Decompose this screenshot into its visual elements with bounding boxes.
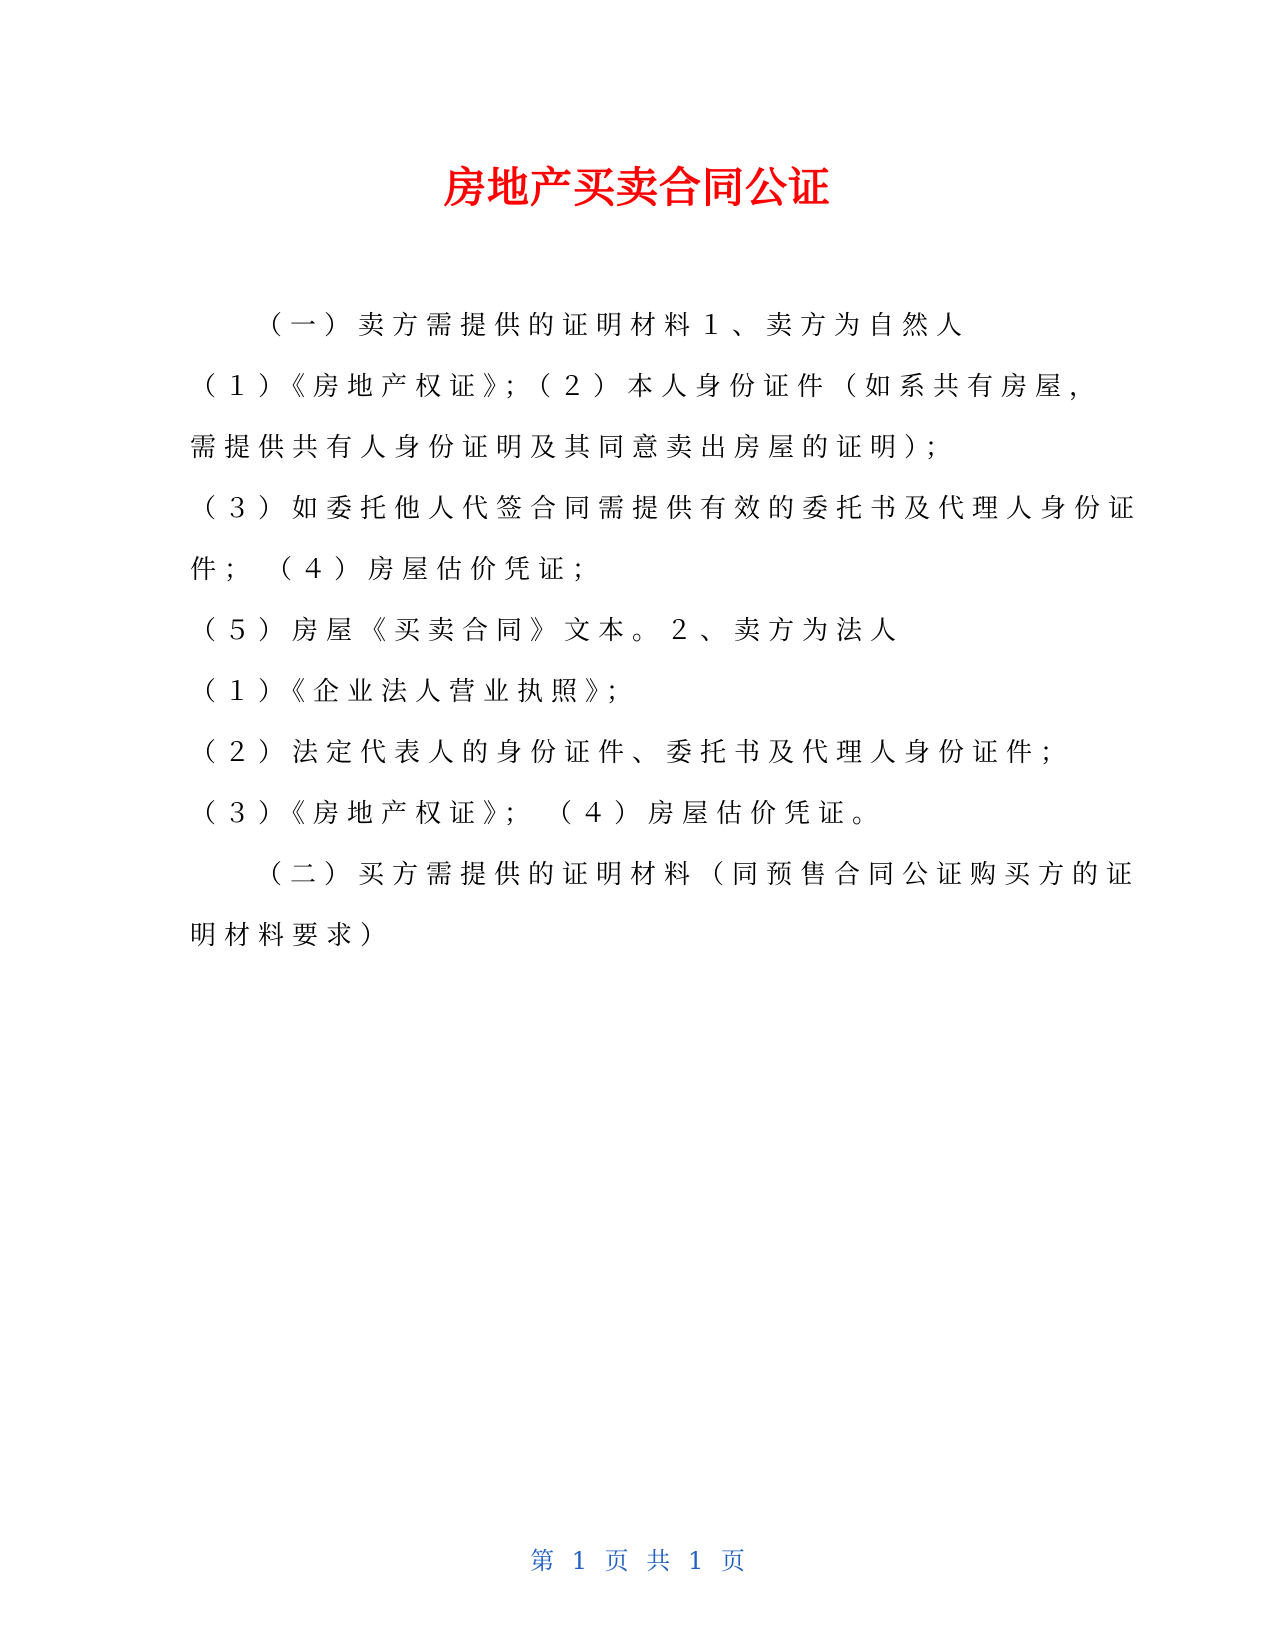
- paragraph-line: （１）《企业法人营业执照》；: [190, 677, 641, 707]
- paragraph-line: （３）如委托他人代签合同需提供有效的委托书及代理人身份证: [190, 494, 1143, 524]
- paragraph-line: （一）卖方需提供的证明材料１、卖方为自然人: [256, 311, 971, 341]
- document-title: 房地产买卖合同公证: [443, 163, 831, 212]
- paragraph-line: （３）《房地产权证》； （４）房屋估价凭证。: [190, 799, 887, 829]
- page-number-footer: 第 1 页 共 1 页: [530, 1547, 745, 1575]
- document-body: [190, 296, 1143, 967]
- paragraph-line: 需提供共有人身份证明及其同意卖出房屋的证明）；: [190, 433, 960, 463]
- paragraph-line: （２）法定代表人的身份证件、委托书及代理人身份证件；: [190, 738, 1075, 768]
- paragraph-line: （１）《房地产权证》；（２）本人身份证件（如系共有房屋，: [190, 372, 1104, 402]
- paragraph-line: （二）买方需提供的证明材料（同预售合同公证购买方的证: [256, 860, 1141, 890]
- paragraph-line: 明材料要求）: [190, 921, 395, 951]
- paragraph-line: （５）房屋《买卖合同》文本。２、卖方为法人: [190, 616, 905, 646]
- paragraph-line: 件； （４）房屋估价凭证；: [190, 555, 607, 585]
